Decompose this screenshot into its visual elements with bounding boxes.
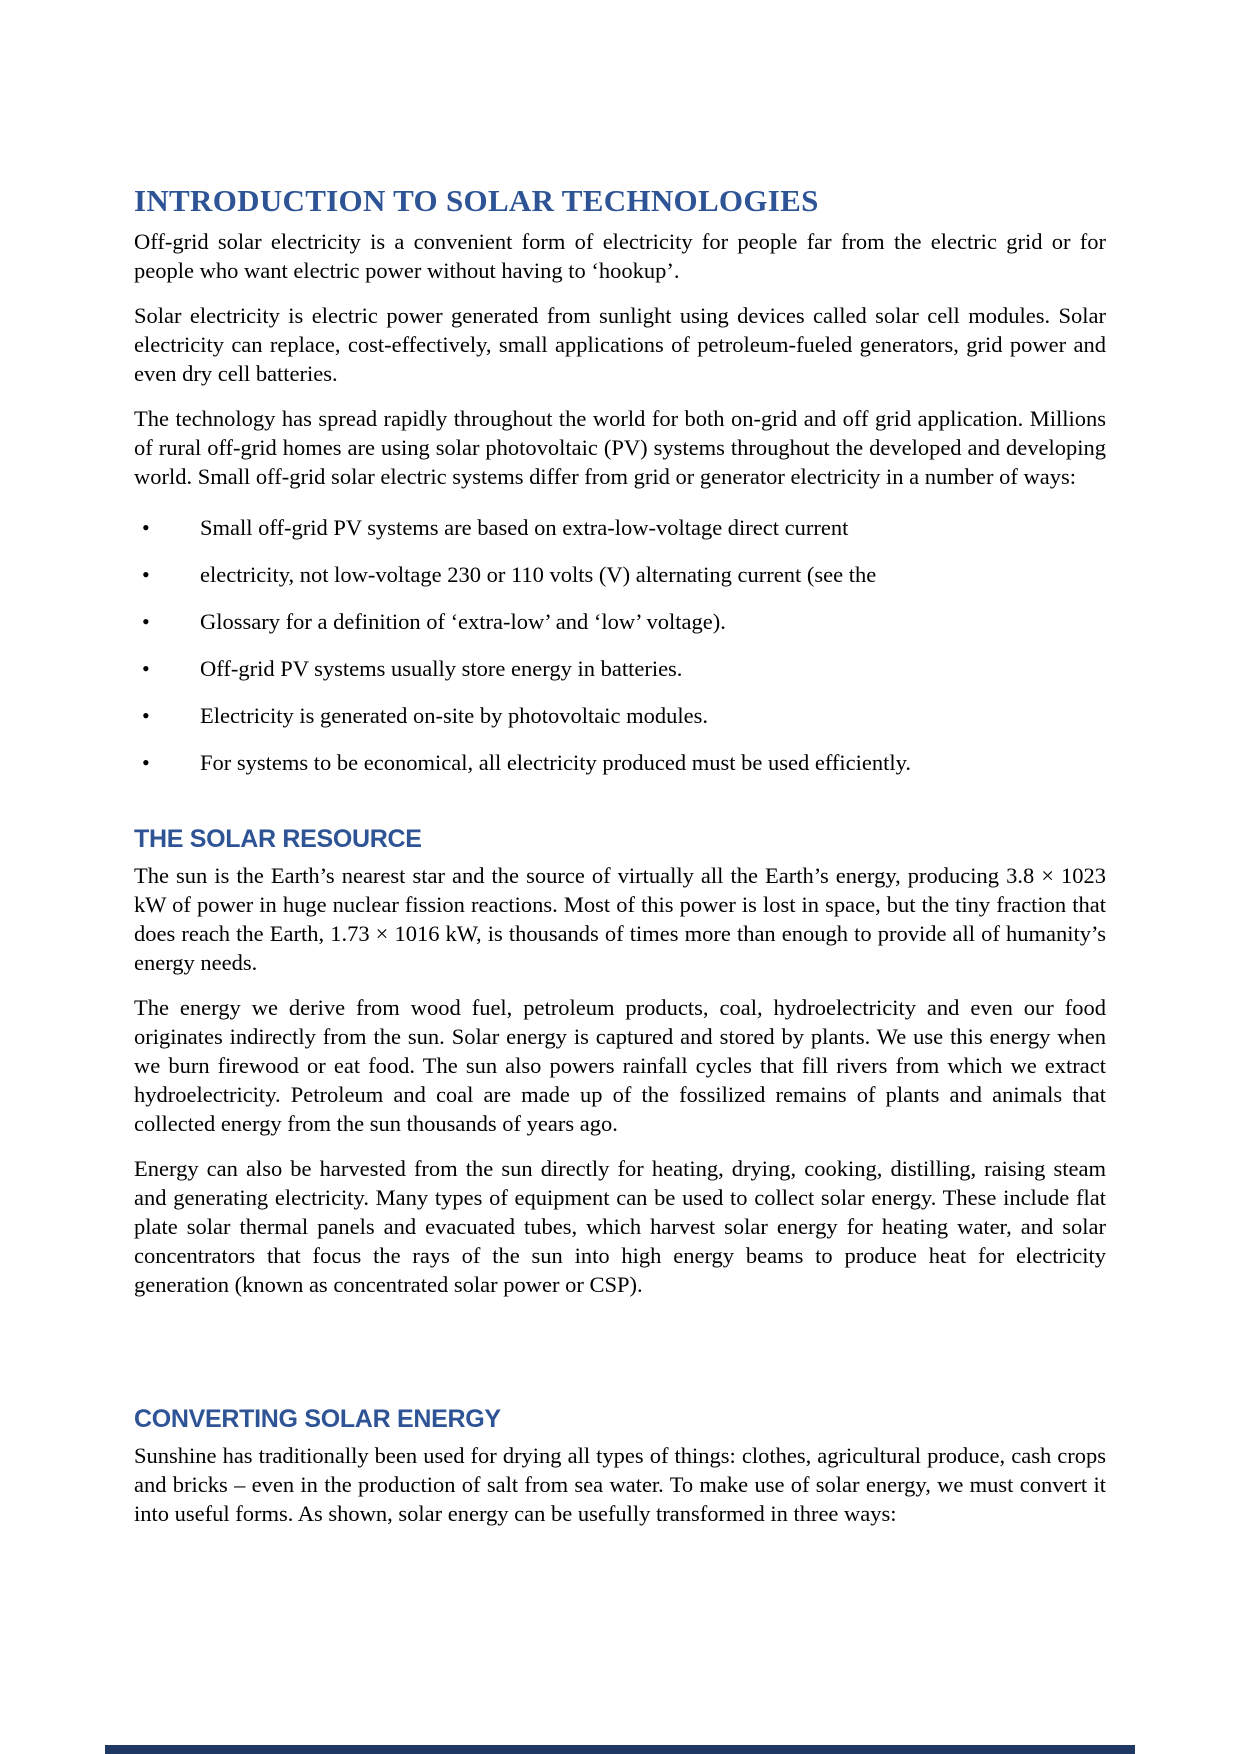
bullet-text: electricity, not low-voltage 230 or 110 volts (V) alternating current (see the [200, 562, 877, 587]
paragraph-converting-1: Sunshine has traditionally been used for drying all types of things: clothes, agricultural produce, cash crops and bricks – even in the production of salt from sea water. To make use of solar energy, we must convert it into useful forms. As shown, solar energy can be usefully transformed in three ways: [134, 1443, 1106, 1526]
section-heading-solar-resource: THE SOLAR RESOURCE [134, 825, 422, 853]
paragraph-intro-1: Off-grid solar electricity is a convenient form of electricity for people far from the electric grid or for people who want electric power without having to ‘hookup’. [134, 229, 1106, 283]
cutoff-bottom-bar [105, 1745, 1135, 1754]
bullet-icon: • [142, 656, 150, 681]
page-title: INTRODUCTION TO SOLAR TECHNOLOGIES [134, 183, 819, 218]
section-heading-converting-solar-energy: CONVERTING SOLAR ENERGY [134, 1405, 501, 1433]
bullet-icon: • [142, 703, 150, 728]
bullet-text: Glossary for a definition of ‘extra-low’ and ‘low’ voltage). [200, 609, 726, 634]
list-item [134, 654, 1106, 683]
bullet-list [134, 513, 1106, 777]
bullet-icon: • [142, 562, 150, 587]
paragraph-solar-resource-2: The energy we derive from wood fuel, petroleum products, coal, hydroelectricity and even our food originates indirectly from the sun. Solar energy is captured and stored by plants. We use this energy when we burn firewood or eat food. The sun also powers rainfall cycles that fill rivers from which we extract hydroelectricity. Petroleum and coal are made up of the fossilized remains of plants and animals that collected energy from the sun thousands of years ago. [134, 995, 1106, 1136]
paragraph-intro-3: The technology has spread rapidly throughout the world for both on-grid and off grid application. Millions of rural off-grid homes are using solar photovoltaic (PV) systems throughout the developed and developing world. Small off-grid solar electric systems differ from grid or generator electricity in a number of ways: [134, 406, 1106, 489]
bullet-text: For systems to be economical, all electricity produced must be used efficiently. [200, 750, 912, 775]
bullet-text: Electricity is generated on-site by photovoltaic modules. [200, 703, 708, 728]
list-item [134, 513, 1106, 542]
list-item [134, 701, 1106, 730]
list-item [134, 748, 1106, 777]
bullet-icon: • [142, 750, 150, 775]
paragraph-intro-2: Solar electricity is electric power generated from sunlight using devices called solar cell modules. Solar electricity can replace, cost-effectively, small applications of petroleum-fueled generators, grid power and even dry cell batteries. [134, 303, 1106, 386]
bullet-icon: • [142, 515, 150, 540]
list-item [134, 560, 1106, 589]
bullet-text: Small off-grid PV systems are based on extra-low-voltage direct current [200, 515, 849, 540]
paragraph-solar-resource-3: Energy can also be harvested from the sun directly for heating, drying, cooking, distilling, raising steam and generating electricity. Many types of equipment can be used to collect solar energy. These include flat plate solar thermal panels and evacuated tubes, which harvest solar energy for heating water, and solar concentrators that focus the rays of the sun into high energy beams to produce heat for electricity generation (known as concentrated solar power or CSP). [134, 1156, 1106, 1297]
paragraph-solar-resource-1: The sun is the Earth’s nearest star and the source of virtually all the Earth’s energy, producing 3.8 × 1023 kW of power in huge nuclear fission reactions. Most of this power is lost in space, but the tiny fraction that does reach the Earth, 1.73 × 1016 kW, is thousands of times more than enough to provide all of humanity’s energy needs. [134, 863, 1106, 975]
list-item [134, 607, 1106, 636]
bullet-icon: • [142, 609, 150, 634]
bullet-text: Off-grid PV systems usually store energy in batteries. [200, 656, 683, 681]
